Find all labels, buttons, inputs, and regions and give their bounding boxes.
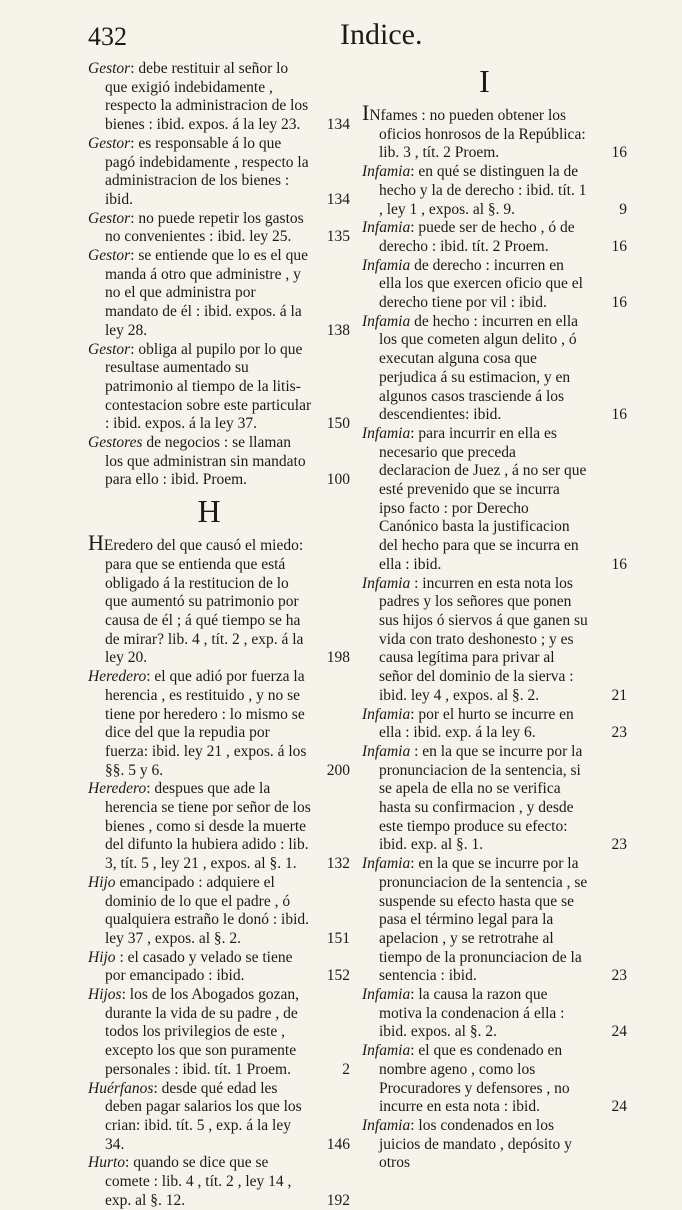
entry-text: : por el hurto se incurre en ella : ibid. exp. á la ley 6.: [379, 705, 574, 742]
entry-text: : desde qué edad les deben pagar salarios los que los crian: ibid. tít. 5 , exp. á la ley 34.: [105, 1079, 302, 1153]
entry-term: Gestor: [88, 60, 131, 77]
index-entry: [88, 434, 350, 490]
index-entry: [362, 706, 627, 743]
entry-term: Gestor: [88, 134, 131, 152]
entry-page-number: 23: [611, 724, 627, 742]
entry-page-number: 16: [611, 144, 627, 162]
entry-page-number: 23: [611, 836, 627, 854]
entry-term: Gestor: [88, 340, 131, 358]
index-entry: [88, 530, 350, 668]
entry-page-number: 150: [326, 415, 350, 433]
entry-page-number: 2: [342, 1060, 350, 1078]
left-column: [88, 60, 350, 1210]
entry-term: Hurto: [88, 1154, 126, 1172]
entry-term: Hijo: [88, 948, 116, 966]
entry-text: : los condenados en los juicios de mandato , depósito y otros: [379, 1116, 572, 1172]
index-entry: [88, 135, 350, 210]
index-entry: [362, 313, 627, 425]
entry-term: Infamia: [362, 705, 411, 723]
entry-term: Heredero: [88, 668, 147, 686]
entry-text: : incurren en esta nota los padres y los señores que ponen sus hijos ó siervos á que ganen su vida con trato deshonesto ; y es causa legítima para privar al señor del dominio de la sierva : ibid. ley 4 , expos. al §. 2.: [379, 574, 588, 704]
entry-term: Gestor: [88, 209, 131, 227]
index-entry: [88, 780, 350, 874]
entry-text: : obliga al pupilo por lo que resultase aumentado su patrimonio al tiempo de la litis-contestacion sobre este particular : ibid. expos. á la ley 37.: [105, 340, 312, 433]
index-entry: [362, 1042, 627, 1117]
entry-text: : en la que se incurre por la pronunciacion de la sentencia, si se apela de ella no se verifica hasta su confirmacion , y desde este tiempo produce su efecto: ibid. exp. al §. 1.: [379, 742, 583, 854]
index-entry: [362, 257, 627, 313]
entry-page-number: 16: [611, 237, 627, 255]
entry-page-number: 152: [326, 967, 350, 985]
entry-page-number: 100: [326, 471, 350, 489]
entry-term: Huérfanos: [88, 1079, 154, 1097]
entry-page-number: 138: [326, 321, 350, 339]
entry-page-number: 198: [326, 649, 350, 667]
entry-text: : el que es condenado en nombre ageno , como los Procuradores y defensores , no incurre en esta nota : ibid.: [379, 1042, 570, 1116]
entry-text: : despues que ade la herencia se tiene por señor de los bienes , como si desde la muerte del difunto la hubiera adido : lib. 3, tít. 5 , ley 21 , expos. al §. 1.: [105, 780, 311, 873]
entry-text: : para incurrir en ella es necesario que preceda declaracion de Juez , á no ser que esté prevenido que se incurra ipso facto : por Derecho Canónico basta la justificacion del hecho para que se incurra en ella : ibid.: [379, 424, 587, 573]
index-entry: [88, 247, 350, 341]
index-entry: [88, 949, 350, 986]
index-entry: [88, 668, 350, 780]
page-number: 432: [88, 22, 127, 51]
entry-page-number: 146: [326, 1135, 350, 1153]
entry-term: Hijo: [88, 873, 116, 891]
entry-term: Infamia: [362, 855, 411, 873]
entry-text: : en la que se incurre por la pronunciacion de la sentencia , se suspende su efecto hasta que se pasa el término legal para la apelacion , y se retrotrahe al tiempo de la pronunciacion de la sentencia : ibid.: [379, 855, 588, 985]
entry-page-number: 134: [326, 116, 350, 134]
entry-text: de hecho : incurren en ella los que cometen algun delito , ó executan alguna cosa que perjudica á su estimacion, y en algunos casos trasciende á los descendientes: ibid.: [379, 312, 579, 424]
entry-page-number: 24: [611, 1023, 627, 1041]
entry-page-number: 16: [611, 406, 627, 424]
index-entry: [88, 1154, 350, 1210]
entry-page-number: 9: [619, 200, 627, 218]
index-entry: [88, 210, 350, 247]
entry-text: : es responsable á lo que pagó indebidamente , respecto la administracion de los bienes : ibid.: [105, 134, 309, 208]
entry-page-number: 192: [326, 1191, 350, 1209]
entry-page-number: 24: [611, 1098, 627, 1116]
entry-text: de negocios : se llaman los que administran sin mandato para ello : ibid. Proem.: [105, 434, 306, 489]
entry-term: Infamia: [362, 256, 411, 274]
index-entry: [362, 575, 627, 706]
entry-term: Infamia: [362, 1042, 411, 1060]
entry-term: Infamia: [362, 574, 411, 592]
entry-text: : puede ser de hecho , ó de derecho : ibid. tít. 2 Proem.: [379, 219, 575, 255]
entry-page-number: 151: [326, 929, 350, 947]
index-entry: [362, 855, 627, 986]
entry-page-number: 21: [611, 686, 627, 704]
entry-text: : en qué se distinguen la de hecho y la de derecho : ibid. tít. 1 , ley 1 , expos. al §. 9.: [379, 163, 587, 218]
entry-text: Nfames : no pueden obtener los oficios honrosos de la República: lib. 3 , tít. 2 Proem.: [369, 107, 586, 162]
index-entry: [362, 100, 627, 163]
index-entry: [88, 874, 350, 949]
entry-text: : los de los Abogados gozan, durante la vida de su padre , de todos los privilegios de este , excepto los que son puramente personales : ibid. tít. 1 Proem.: [105, 986, 299, 1078]
entry-term: Infamia: [362, 163, 411, 181]
entry-term: Infamia: [362, 219, 411, 237]
index-entry: [362, 219, 627, 256]
entry-text: : la causa la razon que motiva la condenacion á ella : ibid. expos. al §. 2.: [379, 986, 565, 1041]
entry-term: Infamia: [362, 424, 411, 442]
section-letter: I: [479, 63, 490, 99]
entry-term: H: [88, 530, 104, 556]
index-entry: [362, 425, 627, 575]
entry-term: Gestor: [88, 247, 131, 265]
index-entry: [362, 163, 627, 219]
right-column: [362, 60, 627, 1173]
section-letter: H: [197, 493, 221, 530]
entry-text: : no puede repetir los gastos no convenientes : ibid. ley 25.: [105, 209, 304, 246]
entry-text: : el que adió por fuerza la herencia , es restituido , y no se tiene por heredero : lo mismo se dice del que la repudia por fuerza: ibid. ley 21 , expos. á los §§. 5 y 6.: [105, 668, 307, 779]
entry-page-number: 132: [326, 855, 350, 873]
entry-page-number: 200: [326, 761, 350, 779]
entry-term: Heredero: [88, 780, 147, 798]
entry-term: Infamia: [362, 1116, 411, 1134]
page-title: Indice.: [340, 18, 423, 51]
entry-page-number: 23: [611, 967, 627, 985]
entry-text: : debe restituir al señor lo que exigió indebidamente , respecto la administracion de los bienes : ibid. expos. á la ley 23.: [105, 60, 309, 134]
index-entry: [362, 743, 627, 855]
index-entry: [88, 986, 350, 1080]
entry-text: Eredero del que causó el miedo: para que se entienda que está obligado á la restitucion de lo que aumentó su patrimonio por causa de él ; á qué tiempo se ha de mirar? lib. 4 , tít. 2 , exp. á la ley 20.: [103, 537, 304, 667]
entry-text: : el casado y velado se tiene por emancipado : ibid.: [105, 948, 293, 985]
index-entry: [362, 1117, 627, 1173]
entry-term: Infamia: [362, 986, 411, 1004]
entry-text: emancipado : adquiere el dominio de lo que el padre , ó qualquiera estraño le donó : ibid. ley 37 , expos. al §. 2.: [105, 873, 310, 947]
index-entry: [88, 60, 350, 135]
entry-term: Gestores: [88, 434, 143, 452]
entry-page-number: 16: [611, 294, 627, 312]
entry-page-number: 134: [326, 190, 350, 208]
entry-term: Hijos: [88, 986, 122, 1004]
index-entry: [88, 341, 350, 435]
entry-term: Infamia: [362, 742, 411, 760]
entry-term: I: [362, 100, 370, 125]
entry-text: : se entiende que lo es el que manda á otro que administre , y no el que administra por mandato de él : ibid. expos. á la ley 28.: [105, 247, 308, 339]
entry-term: Infamia: [362, 312, 411, 330]
index-entry: [362, 986, 627, 1042]
entry-text: : quando se dice que se comete : lib. 4 , tít. 2 , ley 14 , exp. al §. 12.: [105, 1154, 292, 1209]
entry-page-number: 16: [611, 555, 627, 573]
index-entry: [88, 1080, 350, 1155]
entry-page-number: 135: [326, 228, 350, 246]
entry-text: de derecho : incurren en ella los que exercen oficio que el derecho tiene por vil : ibid.: [379, 256, 583, 312]
